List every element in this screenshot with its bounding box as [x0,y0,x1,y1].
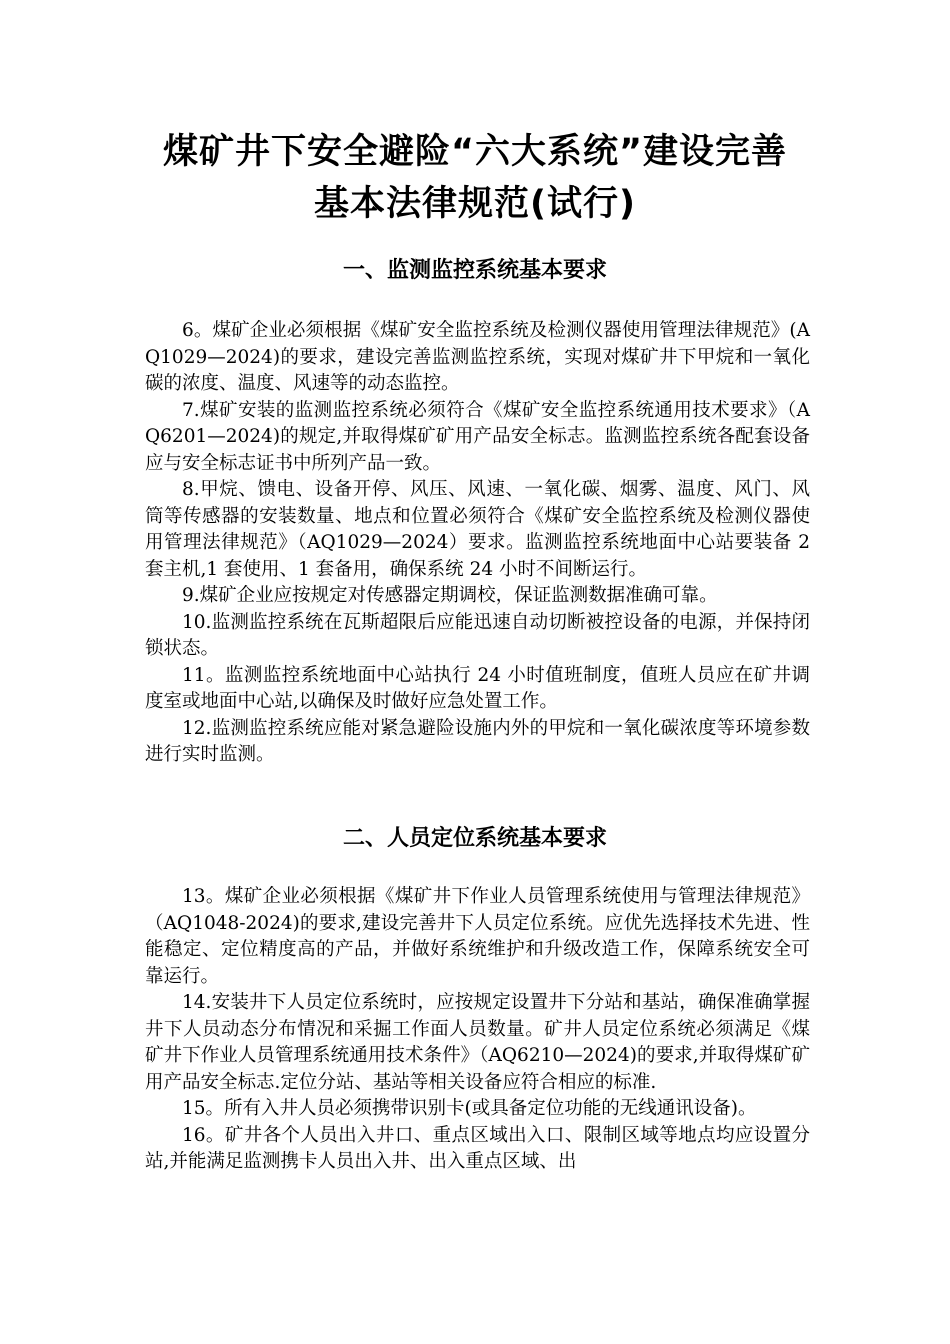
paragraph: 9.煤矿企业应按规定对传感器定期调校，保证监测数据准确可靠。 [182,585,718,606]
section-body-personnel-positioning [145,884,810,1176]
paragraph: 7.煤矿安装的监测监控系统必须符合《煤矿安全监控系统通用技术要求》（AQ6201—2024)的规定,并取得煤矿矿用产品安全标志。监测监控系统各配套设备应与安全标志证书中所列产品一致。 [145,399,810,474]
section-heading-personnel-positioning: 二、人员定位系统基本要求 [342,826,607,851]
paragraph: 6。煤矿企业必须根据《煤矿安全监控系统及检测仪器使用管理法律规范》(AQ1029—2024)的要求，建设完善监测监控系统，实现对煤矿井下甲烷和一氧化碳的浓度、温度、风速等的动态监控。 [145,320,810,394]
paragraph: 16。矿井各个人员出入井口、重点区域出入口、限制区域等地点均应设置分站,并能满足监测携卡人员出入井、出入重点区域、出 [145,1124,810,1172]
document-title-line-2: 基本法律规范(试行) [314,184,636,224]
paragraph: 12.监测监控系统应能对紧急避险设施内外的甲烷和一氧化碳浓度等环境参数进行实时监测。 [145,717,810,765]
paragraph: 14.安装井下人员定位系统时，应按规定设置井下分站和基站，确保准确掌握井下人员动态分布情况和采掘工作面人员数量。矿井人员定位系统必须满足《煤矿井下作业人员管理系统通用技术条件》（AQ6210—2024)的要求,并取得煤矿矿用产品安全标志.定位分站、基站等相关设备应符合相应的标准. [145,992,810,1093]
document-title-line-1: 煤矿井下安全避险“六大系统”建设完善 [162,132,787,172]
paragraph: 11。监测监控系统地面中心站执行 24 小时值班制度，值班人员应在矿井调度室或地面中心站,以确保及时做好应急处置工作。 [145,664,810,712]
section-body-monitoring [145,318,810,769]
paragraph: 10.监测监控系统在瓦斯超限后应能迅速自动切断被控设备的电源，并保持闭锁状态。 [145,611,810,659]
paragraph: 15。所有入井人员必须携带识别卡(或具备定位功能的无线通讯设备)。 [182,1098,757,1119]
paragraph: 8.甲烷、馈电、设备开停、风压、风速、一氧化碳、烟雾、温度、风门、风筒等传感器的安装数量、地点和位置必须符合《煤矿安全监控系统及检测仪器使用管理法律规范》（AQ1029—2024）要求。监测监控系统地面中心站要装备 2 套主机,1 套使用、1 套备用，确保系统 24 小时不间断运行。 [145,479,810,580]
section-heading-monitoring: 一、监测监控系统基本要求 [342,258,607,283]
paragraph: 13。煤矿企业必须根据《煤矿井下作业人员管理系统使用与管理法律规范》（AQ1048-2024)的要求,建设完善井下人员定位系统。应优先选择技术先进、性能稳定、定位精度高的产品，并做好系统维护和升级改造工作，保障系统安全可靠运行。 [145,886,810,987]
